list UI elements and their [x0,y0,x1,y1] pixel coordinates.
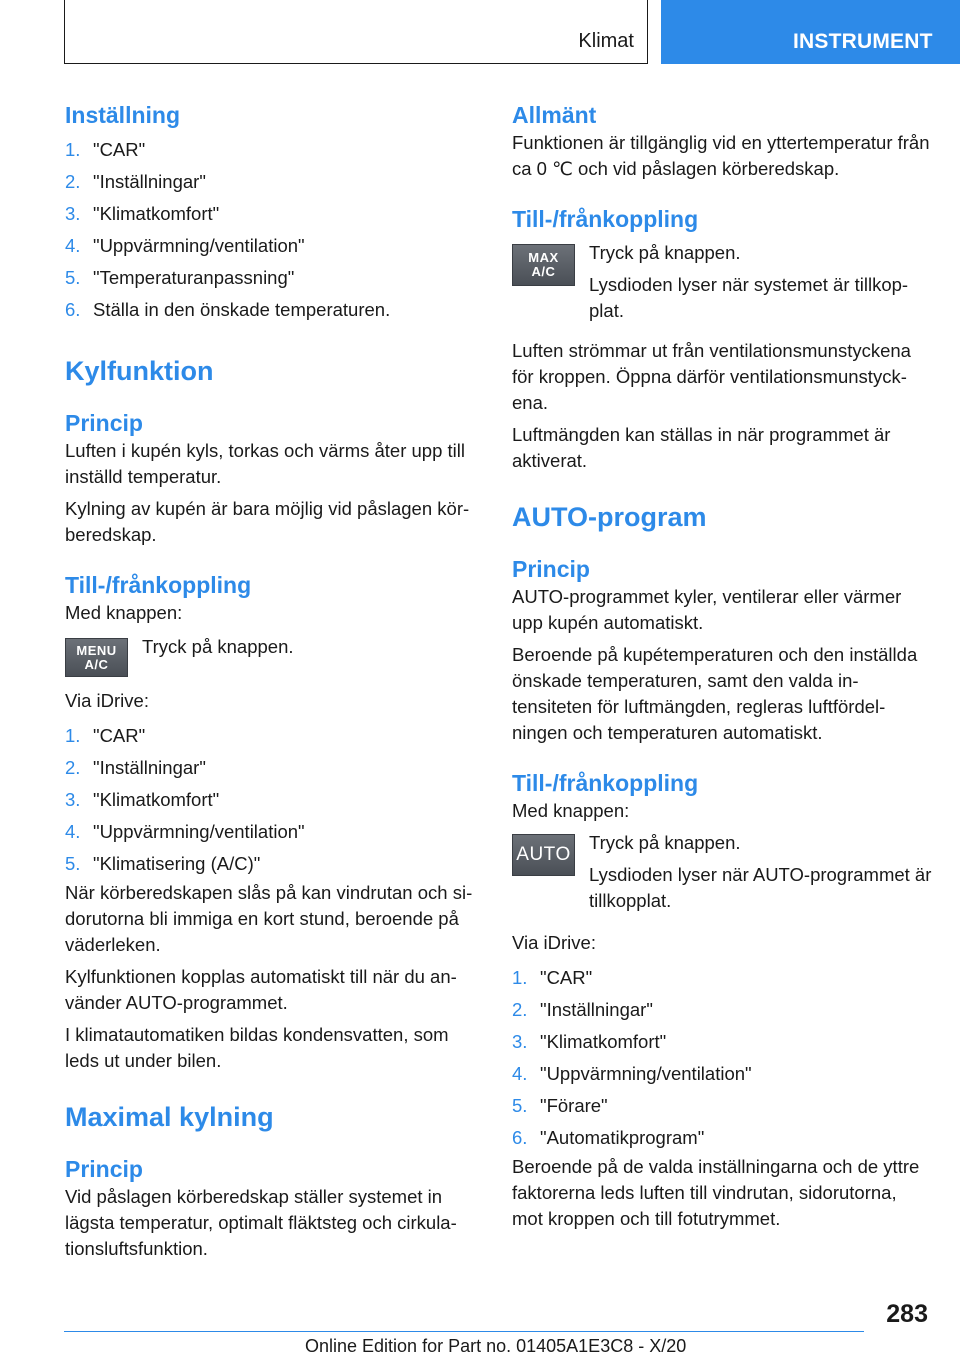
heading-till-frankoppling: Till-/frånkoppling [65,572,252,598]
auto-button-icon: AUTO [512,834,575,876]
page-number: 283 [886,1300,928,1328]
max-ac-button-icon: MAX A/C [512,244,575,286]
right-column [512,100,932,1232]
paragraph: Luften i kupén kyls, torkas och värms åter upp till inställd temperatur. [65,440,465,487]
paragraph: Kylfunktionen kopplas automatiskt till när du använder AUTO-programmet. [65,966,457,1013]
auto-button-row [512,830,932,914]
footer-divider [64,1331,864,1332]
list-item: 4. "Uppvärmning/ventilation" [65,821,305,842]
paragraph: I klimatautomatiken bildas kondensvatten, som leds ut under bilen. [65,1024,449,1071]
list-item: 6. "Automatikprogram" [512,1127,705,1148]
paragraph: Via iDrive: [512,932,596,953]
list-item: 2. "Inställningar" [65,171,206,192]
button-instruction: Tryck på knappen. [142,636,294,657]
paragraph: Via iDrive: [65,690,149,711]
button-instruction: Lysdioden lyser när AUTO-programmet är tillkopplat. [589,864,932,911]
list-item: 2. "Inställningar" [512,999,653,1020]
heading-princip: Princip [65,1156,143,1182]
list-item: 5. "Klimatisering (A/C)" [65,853,261,874]
heading-princip: Princip [65,410,143,436]
button-instruction: Tryck på knappen. [589,242,741,263]
button-instruction: Lysdioden lyser när systemet är tillkopplat. [589,274,909,321]
list-item: 1. "CAR" [512,967,593,988]
list-item: 3. "Klimatkomfort" [512,1031,667,1052]
paragraph: Luftmängden kan ställas in när programmet är aktiverat. [512,424,891,471]
footer-edition: Online Edition for Part no. 01405A1E3C8 - X/20 [305,1336,687,1356]
heading-allmant: Allmänt [512,102,597,128]
list-item: 4. "Uppvärmning/ventilation" [512,1063,752,1084]
paragraph: AUTO-programmet kyler, ventilerar eller värmer upp kupén automatiskt. [512,586,902,633]
steps-list-kylning [65,720,480,880]
paragraph: Luften strömmar ut från ventilationsmunstyckena för kroppen. Öppna därför ventilationsmunstyckena. [512,340,911,413]
heading-till-frankoppling: Till-/frånkoppling [512,770,699,796]
heading-maximal-kylning: Maximal kylning [65,1102,274,1132]
paragraph: Vid påslagen körberedskap ställer systemet in lägsta temperatur, optimalt fläktsteg och cirkulationsluftsfunktion. [65,1186,457,1259]
heading-auto-program: AUTO-program [512,502,707,532]
button-instruction: Tryck på knappen. [589,832,741,853]
max-ac-button-row [512,240,932,324]
paragraph: Med knappen: [65,602,183,623]
heading-princip: Princip [512,556,590,582]
paragraph: Kylning av kupén är bara möjlig vid påslagen körberedskap. [65,498,470,545]
header-tab-instrument[interactable]: INSTRUMENT [661,0,960,64]
paragraph: När körberedskapen slås på kan vindrutan och sidorutorna bli immiga en kort stund, beroende på väderleken. [65,882,473,955]
paragraph: Funktionen är tillgänglig vid en yttertemperatur från ca 0 ℃ och vid påslagen körberedskap. [512,132,930,179]
list-item: 5. "Temperaturanpassning" [65,267,295,288]
menu-ac-button-icon: MENU A/C [65,638,128,677]
left-column [65,100,480,1262]
list-item: 2. "Inställningar" [65,757,206,778]
list-item: 3. "Klimatkomfort" [65,203,220,224]
heading-installning: Inställning [65,102,180,128]
paragraph: Beroende på de valda inställningarna och de yttre faktorerna leds luften till vindrutan, sidorutorna, mot kroppen och till fotutrymmet. [512,1156,920,1229]
list-item: 4. "Uppvärmning/ventilation" [65,235,305,256]
list-item: 1. "CAR" [65,725,146,746]
heading-kylfunktion: Kylfunktion [65,356,214,386]
list-item: 3. "Klimatkomfort" [65,789,220,810]
menu-ac-button-row [65,634,480,678]
heading-till-frankoppling: Till-/frånkoppling [512,206,699,232]
list-item: 6. Ställa in den önskade temperaturen. [65,299,391,320]
paragraph: Beroende på kupétemperaturen och den inställda önskade temperaturen, samt den valda intensiteten för luftmängden, regleras luftfördelningen och temperaturen automatiskt. [512,644,918,743]
list-item: 5. "Förare" [512,1095,608,1116]
list-item: 1. "CAR" [65,139,146,160]
steps-list-installning [65,134,480,326]
header-section-title: Klimat [578,30,634,52]
paragraph: Med knappen: [512,800,630,821]
header-frame [64,0,648,64]
steps-list-auto [512,962,932,1154]
